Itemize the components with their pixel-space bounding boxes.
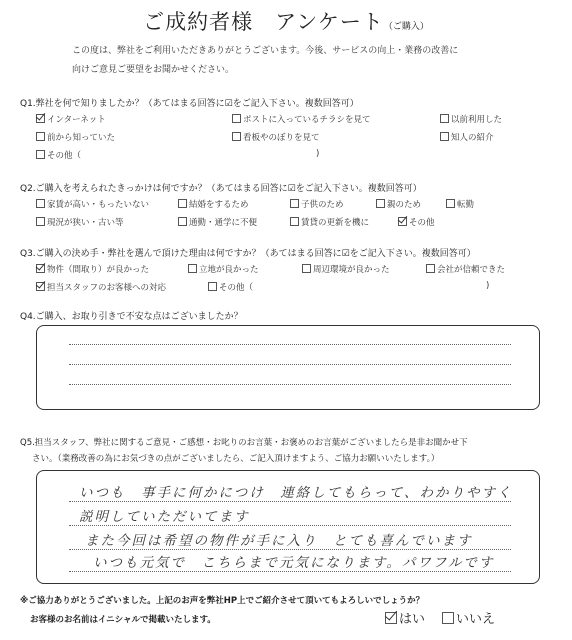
q5-handwritten-line-4: いつも元気で こちらまで元気になります。パワフルです [93, 555, 495, 571]
answer-line [69, 571, 511, 572]
q3-option[interactable]: 物件（間取り）が良かった [36, 263, 149, 275]
consent-no[interactable]: いいえ [442, 608, 495, 627]
q2-option[interactable]: 転勤 [446, 198, 474, 210]
checkbox[interactable] [446, 199, 455, 208]
q5-handwritten-line-2: 説明していただいてます [79, 509, 250, 525]
q2-option[interactable]: 親のため [376, 198, 421, 210]
checkbox[interactable] [178, 199, 187, 208]
q1-question: Q1.弊社を何で知りましたか？（あてはまる回答に☑をご記入下さい。複数回答可） [20, 99, 359, 109]
checkbox[interactable] [36, 282, 45, 291]
q2-option[interactable]: 通勤・通学に不便 [178, 216, 257, 228]
q1-option[interactable]: その他（ [36, 149, 81, 161]
checkbox[interactable] [426, 264, 435, 273]
intro-line-1: この度は、弊社をご利用いただきありがとうございます。今後、サービスの向上・業務の改善に [72, 46, 459, 56]
checkbox[interactable] [232, 114, 241, 123]
answer-line [69, 501, 511, 502]
page-title [0, 6, 572, 36]
q1-other-close: ) [316, 149, 320, 159]
checkbox[interactable] [302, 264, 311, 273]
q5-handwritten-line-3: また今回は希望の物件が手に入り とても喜んでいます [85, 533, 473, 549]
intro-line-2: 向けご意見ご要望をお聞かせください。 [72, 65, 235, 75]
checkbox[interactable] [290, 217, 299, 226]
checkbox[interactable] [290, 199, 299, 208]
q1-option[interactable]: ポストに入っているチラシを見て [232, 113, 371, 125]
q5-question-line-1: Q5.担当スタッフ、弊社に関するご意見・ご感想・お叱りのお言葉・お褒めのお言葉がございましたら是非お聞かせ下 [20, 438, 468, 448]
checkbox[interactable] [36, 150, 45, 159]
title-sub: （ご購入） [383, 22, 429, 32]
q3-option[interactable]: 立地が良かった [188, 263, 259, 275]
checkbox[interactable] [36, 199, 45, 208]
q1-option[interactable]: 看板やのぼりを見て [232, 131, 320, 143]
checkbox[interactable] [36, 132, 45, 141]
checkbox[interactable] [376, 199, 385, 208]
q2-option[interactable]: 子供のため [290, 198, 344, 210]
q3-option[interactable]: 会社が信頼できた [426, 263, 505, 275]
q3-option[interactable]: その他（ [208, 281, 253, 293]
q1-option[interactable]: 以前利用した [440, 113, 502, 125]
answer-line [69, 384, 511, 385]
checkbox[interactable] [442, 612, 454, 624]
checkbox[interactable] [232, 132, 241, 141]
checkbox[interactable] [178, 217, 187, 226]
answer-line [69, 525, 511, 526]
consent-yes[interactable]: はい [385, 608, 425, 627]
checkbox[interactable] [440, 114, 449, 123]
q3-other-close: ) [486, 281, 490, 291]
q3-question: Q3.ご購入の決め手・弊社を選んで頂けた理由は何ですか？（あてはまる回答に☑をご記入下さい。複数回答可） [20, 249, 476, 259]
q5-handwritten-line-1: いつも 事手に何かにつけ 連絡してもらって、わかりやすく [79, 485, 513, 501]
q2-option[interactable]: 現況が狭い・古い等 [36, 216, 124, 228]
q5-answer-box[interactable] [36, 470, 540, 584]
q4-answer-box[interactable] [36, 325, 540, 410]
q4-question: Q4.ご購入、お取り引きで不安な点はございましたか？ [20, 312, 243, 322]
answer-line [69, 549, 511, 550]
q1-option[interactable]: 知人の紹介 [440, 131, 494, 143]
q2-option[interactable]: 賃貸の更新を機に [290, 216, 369, 228]
q5-question-line-2: さい。（業務改善の為にお気づきの点がございましたら、ご記入頂けますよう、ご協力お願いいたします。） [32, 454, 440, 464]
title-main: ご成約者様 アンケート [143, 10, 384, 34]
checkbox[interactable] [385, 612, 397, 624]
q1-option[interactable]: インターネット [36, 113, 106, 125]
checkbox[interactable] [36, 217, 45, 226]
q2-option[interactable]: 結婚をするため [178, 198, 249, 210]
q2-option[interactable]: 家賃が高い・もったいない [36, 198, 149, 210]
checkbox[interactable] [208, 282, 217, 291]
answer-line [69, 344, 511, 345]
q2-option[interactable]: その他 [398, 216, 435, 228]
initial-note: お客様のお名前はイニシャルで掲載いたします。 [30, 615, 216, 625]
q1-option[interactable]: 前から知っていた [36, 131, 115, 143]
consent-question: ※ご協力ありがとうございました。上記のお声を弊社HP上でご紹介させて頂いてもよろしいでしょうか？ [20, 596, 425, 606]
checkbox[interactable] [36, 114, 45, 123]
checkbox[interactable] [36, 264, 45, 273]
q2-question: Q2.ご購入を考えられたきっかけは何ですか？（あてはまる回答に☑をご記入下さい。複数回答可） [20, 184, 422, 194]
q3-option[interactable]: 周辺環境が良かった [302, 263, 390, 275]
checkbox[interactable] [398, 217, 407, 226]
checkbox[interactable] [188, 264, 197, 273]
q3-option[interactable]: 担当スタッフのお客様への対応 [36, 281, 166, 293]
answer-line [69, 364, 511, 365]
checkbox[interactable] [440, 132, 449, 141]
